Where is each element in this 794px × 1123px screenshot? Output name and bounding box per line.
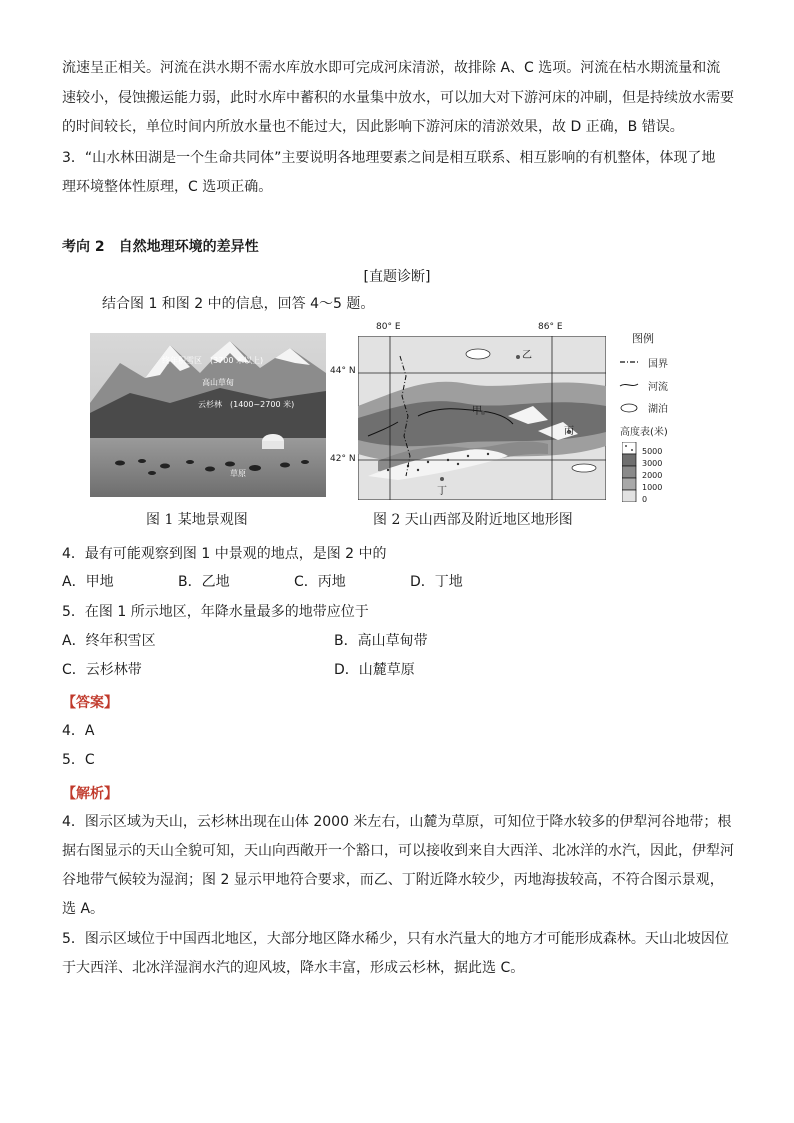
- answer-5: 5．C: [62, 752, 95, 768]
- label-grassland: 草原: [230, 469, 246, 478]
- place-jia: 甲: [472, 406, 482, 417]
- answer-4: 4．A: [62, 723, 95, 739]
- answer-label: 【答案】: [62, 695, 118, 711]
- lon-80e-label: 80° E: [376, 322, 401, 332]
- legend-elevation-title: 高度表(米): [620, 427, 668, 438]
- q4-option-b: B．乙地: [178, 574, 230, 590]
- figure2-terrain-map: [330, 322, 618, 500]
- legend-title: 图例: [632, 332, 654, 345]
- legend-elev-2000: 2000: [642, 471, 663, 480]
- legend-border-label: 国界: [648, 359, 668, 370]
- place-bing: 丙: [564, 426, 574, 437]
- legend-elev-1000: 1000: [642, 483, 663, 492]
- analysis5-line2: 于大西洋、北冰洋湿润水汽的迎风坡，降水丰富，形成云杉林，据此选 C。: [62, 960, 525, 976]
- figure2-caption: 图 2 天山西部及附近地区地形图: [373, 512, 573, 528]
- q5-option-a: A．终年积雪区: [62, 633, 156, 649]
- sub-title: [直题诊断]: [363, 269, 431, 285]
- q5-option-d: D．山麓草原: [334, 662, 415, 678]
- lon-86e-label: 86° E: [538, 322, 563, 332]
- figure1-caption: 图 1 某地景观图: [146, 512, 248, 528]
- section-title: 考向 2 自然地理环境的差异性: [62, 239, 259, 255]
- place-ding: 丁: [437, 486, 447, 497]
- legend-elev-3000: 3000: [642, 459, 663, 468]
- place-yi: 乙: [522, 350, 532, 361]
- para3-line1: 3．“山水林田湖是一个生命共同体”主要说明各地理要素之间是相互联系、相互影响的有机整体，体现了地: [62, 150, 716, 166]
- legend-lake-label: 湖泊: [648, 404, 668, 415]
- q5-option-b: B．高山草甸带: [334, 633, 428, 649]
- para1-line3: 的时间较长，单位时间内所放水量也不能过大，因此影响下游河床的清淤效果，故 D 正确，B 错误。: [62, 119, 684, 135]
- label-snow-zone: 终年积雪区 (3700 米以上): [162, 356, 264, 365]
- figure1-landscape-photo: [90, 333, 326, 497]
- lat-44n-label: 44° N: [330, 366, 356, 376]
- intro-text: 结合图 1 和图 2 中的信息，回答 4～5 题。: [102, 296, 375, 312]
- para1-line1: 流速呈正相关。河流在洪水期不需水库放水即可完成河床清淤，故排除 A、C 选项。河流在枯水期流量和流: [62, 60, 721, 76]
- q5-stem: 5．在图 1 所示地区，年降水量最多的地带应位于: [62, 604, 369, 620]
- analysis5-line1: 5．图示区域位于中国西北地区，大部分地区降水稀少，只有水汽量大的地方才可能形成森林。天山北坡因位: [62, 931, 729, 947]
- analysis4-line2: 据右图显示的天山全貌可知，天山向西敞开一个豁口，可以接收到来自大西洋、北冰洋的水汽，因此，伊犁河: [62, 843, 734, 859]
- q4-option-d: D．丁地: [410, 574, 463, 590]
- label-alpine-meadow: 高山草甸: [202, 378, 234, 387]
- q5-option-c: C．云杉林带: [62, 662, 142, 678]
- q4-option-c: C．丙地: [294, 574, 346, 590]
- analysis4-line1: 4．图示区域为天山，云杉林出现在山体 2000 米左右，山麓为草原，可知位于降水较多的伊犁河谷地带；根: [62, 814, 732, 830]
- legend-elev-5000: 5000: [642, 447, 663, 456]
- para3-line2: 理环境整体性原理，C 选项正确。: [62, 179, 273, 195]
- legend-river-label: 河流: [648, 382, 668, 393]
- para1-line2: 速较小，侵蚀搬运能力弱，此时水库中蓄积的水量集中放水，可以加大对下游河床的冲刷，但是持续放水需要: [62, 90, 734, 106]
- q4-stem: 4．最有可能观察到图 1 中景观的地点，是图 2 中的: [62, 546, 387, 562]
- figure2-legend: [618, 330, 698, 505]
- analysis-label: 【解析】: [62, 786, 118, 802]
- analysis4-line4: 选 A。: [62, 901, 105, 917]
- legend-elev-0: 0: [642, 495, 648, 504]
- label-spruce-forest: 云杉林 (1400~2700 米): [198, 400, 295, 409]
- lat-42n-label: 42° N: [330, 454, 356, 464]
- analysis4-line3: 谷地带气候较为湿润；图 2 显示甲地符合要求，而乙、丁附近降水较少，丙地海拔较高，不符合图示景观，: [62, 872, 724, 888]
- q4-option-a: A．甲地: [62, 574, 114, 590]
